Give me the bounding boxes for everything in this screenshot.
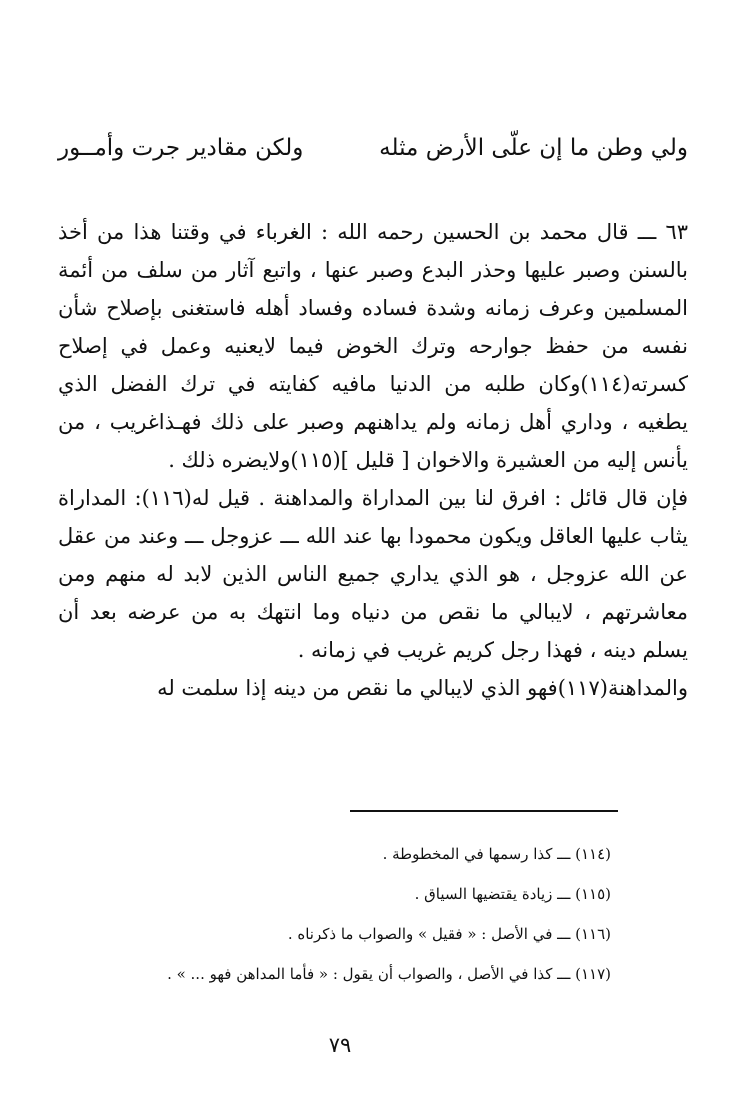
footnote-116: (١١٦) ـــ في الأصل : « فقيل » والصواب ما ذكرناه .	[287, 925, 611, 943]
footnote-115: (١١٥) ـــ زيادة يقتضيها السياق .	[414, 885, 611, 903]
page-number: ٧٩	[328, 1033, 352, 1057]
footnote-117: (١١٧) ـــ كذا في الأصل ، والصواب أن يقول : « فأما المداهن فهو ... » .	[167, 965, 611, 983]
footnote-separator	[350, 810, 618, 812]
poem-verse	[58, 128, 688, 168]
paragraph-63: ٦٣ ـــ قال محمد بن الحسين رحمه الله : الغرباء في وقتنا هذا من أخذ بالسنن وصبر عليها وحذر البدع وصبر عنها ، واتبع آثار من سلف من أئمة المسلمين وعرف زمانه وشدة فساده وفساد أهله فاستغنى بإصلاح شأن نفسه من حفظ جوارحه وترك الخوض فيما لايعنيه وعمل في إصلاح كسرته(١١٤)وكان طلبه من الدنيا مافيه كفايته في ترك الفضل الذي يطغيه ، وداري أهل زمانه ولم يداهنهم وصبر على ذلك فهـذاغريب ، من يأنس إليه من العشيرة والاخوان [ قليل ](١١٥)ولايضره ذلك .	[58, 220, 688, 472]
paragraph-question: فإن قال قائل : افرق لنا بين المداراة والمداهنة . قيل له(١١٦): المداراة يثاب عليها العاقل ويكون محمودا بها عند الله ـــ عزوجل ـــ وعند من عقل عن الله عزوجل ، هو الذي يداري جميع الناس الذين لابد له منهم ومن معاشرتهم ، لايبالي ما نقص من دنياه وما انتهك به من عرضه بعد أن يسلم دينه ، فهذا رجل كريم غريب في زمانه .	[58, 486, 689, 662]
verse-right-hemistich: ولي وطن ما إن علّى الأرض مثله	[379, 135, 688, 161]
main-text	[58, 213, 688, 707]
footnote-114: (١١٤) ـــ كذا رسمها في المخطوطة .	[382, 845, 611, 863]
verse-left-hemistich: ولكن مقادير جرت وأمــور	[58, 135, 304, 161]
footnotes	[91, 834, 611, 994]
paragraph-mudahana: والمداهنة(١١٧)فهو الذي لايبالي ما نقص من دينه إذا سلمت له	[157, 676, 688, 700]
